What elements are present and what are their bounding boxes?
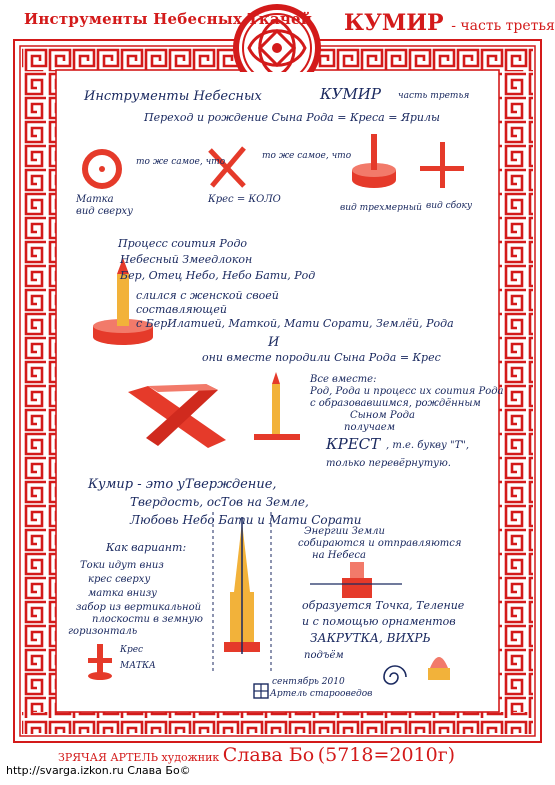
together-line-2: Род, Рода и процесс их соития Рода — [310, 386, 504, 397]
process-and: И — [268, 335, 280, 350]
energy-line-1: Энергии Земли — [304, 526, 385, 537]
point-line-2: и с помощью орнаментов — [302, 615, 456, 628]
variant-line-2: крес сверху — [88, 574, 151, 585]
process-line-5: с БерИлатией, Маткой, Мати Сорати, Землёй, Рода — [136, 317, 454, 330]
same-as-2: то же самое, что — [262, 151, 352, 161]
footer-year: (5718=2010г) — [317, 744, 456, 766]
footer-mid: художник — [161, 751, 220, 764]
sheet-heading-part: часть третья — [398, 91, 470, 101]
footer-name: Слава Бо — [222, 744, 315, 766]
variant-line-5: плоскости в земную — [92, 614, 203, 625]
together-line-8: только перевёрнутую. — [326, 458, 451, 469]
spindle-3d-drawing — [352, 134, 396, 188]
crossed-beams-drawing — [128, 384, 226, 448]
variant-kres-label: Крес — [120, 645, 144, 655]
signature-date: сентябрь 2010 — [272, 677, 345, 687]
point-line-4: подъём — [304, 650, 344, 661]
t-spindle-drawing — [254, 372, 300, 440]
spiral-drawing — [384, 666, 406, 684]
right-border-band — [499, 70, 533, 712]
variant-title: Как вариант: — [106, 541, 187, 554]
sheet-subheading: Переход и рождение Сына Рода = Креса = Ярилы — [144, 111, 440, 124]
view-top-label: вид сверху — [76, 206, 133, 217]
header-kumir: КУМИР — [344, 10, 444, 36]
process-line-2: Бер, Отец Небо, Небо Бати, Род — [120, 269, 316, 282]
energy-block-drawing — [310, 562, 402, 598]
together-line-7: , т.е. букву "Т", — [386, 440, 470, 451]
energy-line-2: собираются и отправляются — [298, 538, 462, 549]
together-line-6: КРЕСТ — [326, 435, 381, 453]
signature-mark — [254, 684, 268, 698]
variant-line-4: забор из вертикальной — [76, 602, 202, 613]
together-line-1: Все вместе: — [310, 374, 377, 385]
together-line-4: Сыном Рода — [350, 410, 415, 421]
together-line-5: получаем — [344, 422, 396, 433]
process-line-3: слился с женской своей — [136, 289, 279, 302]
small-cross-drawing — [88, 644, 112, 680]
signature-artel: Артель старооведов — [270, 689, 373, 699]
variant-line-1: Токи идут вниз — [80, 560, 164, 571]
header-part: - часть третья — [451, 18, 555, 34]
process-born: они вместе породили Сына Рода = Крес — [202, 351, 441, 364]
point-line-1: образуется Точка, Теление — [302, 599, 465, 612]
variant-matka-label: МАТКА — [120, 661, 156, 671]
footer-credit — [58, 744, 455, 766]
matka-label: Матка — [76, 194, 114, 205]
view-3d-label: вид трехмерный — [340, 203, 422, 213]
kumir-line-2: Твердость, осТов на Земле, — [130, 495, 309, 509]
variant-line-3: матка внизу — [88, 588, 157, 599]
footer-left: ЗРЯЧАЯ АРТЕЛЬ — [58, 751, 159, 764]
cross-side-drawing — [420, 142, 464, 188]
sketch-sheet — [58, 72, 504, 710]
together-line-3: с образовавшимся, рождённым — [310, 398, 481, 409]
left-border-band — [22, 70, 56, 712]
kumir-line-3: Любовь Небо Бати и Мати Сорати — [130, 513, 362, 527]
point-line-3: ЗАКРУТКА, ВИХРЬ — [310, 631, 431, 645]
process-line-1: Небесный Змеедлокон — [120, 253, 253, 266]
matka-drawing — [85, 152, 119, 186]
energy-line-3: на Небеса — [312, 550, 366, 561]
process-title: Процесс соития Родо — [118, 237, 248, 250]
view-side-label: вид сбоку — [426, 201, 473, 211]
bottom-border-band — [22, 712, 533, 734]
variant-line-6: горизонталь — [68, 626, 138, 637]
same-as-1: то же самое, что — [136, 157, 226, 167]
sheet-heading-kumir: КУМИР — [320, 85, 381, 103]
sheet-heading: Инструменты Небесных — [84, 89, 262, 104]
header-right-title — [344, 10, 555, 36]
process-line-4: составляющей — [136, 303, 227, 316]
header-left-title: Инструменты Небесных Ткачей — [24, 10, 313, 28]
kres-kolo-label: Крес = КОЛО — [208, 194, 281, 205]
whirl-stack-drawing — [428, 657, 450, 680]
watermark-url: http://svarga.izkon.ru Слава Бо© — [6, 764, 191, 777]
kumir-line-1: Кумир - это уТверждение, — [88, 477, 277, 492]
variant-tower-drawing — [213, 512, 271, 672]
